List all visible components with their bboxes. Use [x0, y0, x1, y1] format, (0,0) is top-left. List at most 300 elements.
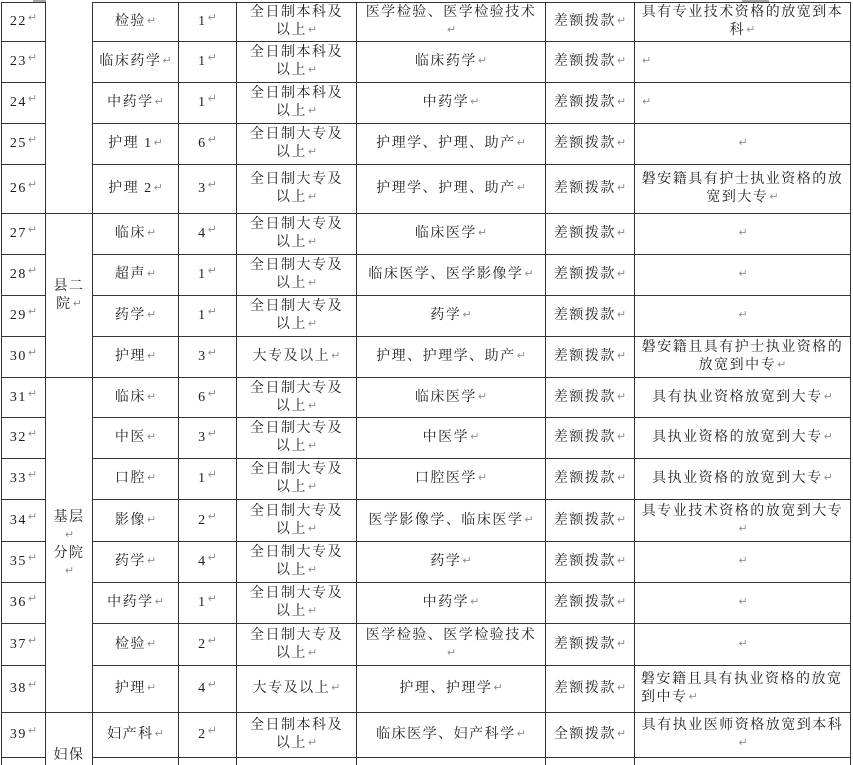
funding-text: 全额拨款 — [553, 727, 616, 742]
position-text: 妇产科 — [107, 727, 154, 742]
education-text: 全日制大专及以上 — [250, 299, 343, 332]
pilcrow-mark: ↵ — [146, 554, 157, 567]
pilcrow-mark: ↵ — [307, 63, 318, 76]
pilcrow-mark: ↵ — [27, 305, 38, 318]
row-number-cell[interactable] — [2, 337, 46, 378]
remark-cell[interactable] — [635, 583, 851, 624]
funding-cell[interactable] — [546, 624, 635, 666]
funding-cell[interactable] — [546, 296, 635, 337]
funding-cell[interactable] — [546, 124, 635, 165]
majors-cell[interactable] — [357, 42, 546, 83]
table-row — [2, 42, 851, 83]
row-number-text: 22 — [9, 14, 27, 29]
education-cell[interactable] — [237, 165, 357, 214]
majors-text: 护理、护理学、助产 — [376, 349, 516, 364]
position-text: 中医 — [114, 430, 146, 445]
education-cell[interactable] — [237, 3, 357, 42]
pilcrow-mark: ↵ — [477, 471, 488, 484]
pilcrow-mark: ↵ — [307, 145, 318, 158]
row-number-text: 39 — [9, 727, 27, 742]
remark-cell[interactable] — [635, 666, 851, 713]
pilcrow-mark: ↵ — [524, 267, 534, 280]
position-cell[interactable] — [93, 378, 179, 418]
pilcrow-mark: ↵ — [207, 51, 217, 64]
position-cell[interactable] — [93, 418, 179, 459]
funding-cell[interactable] — [546, 337, 635, 378]
count-cell[interactable] — [179, 42, 237, 83]
pilcrow-mark: ↵ — [616, 349, 627, 362]
remark-cell[interactable] — [635, 296, 851, 337]
count-cell[interactable] — [179, 214, 237, 255]
row-number-cell[interactable] — [2, 214, 46, 255]
position-cell[interactable] — [93, 124, 179, 165]
funding-cell[interactable] — [546, 378, 635, 418]
majors-cell[interactable] — [357, 624, 546, 666]
education-cell[interactable] — [237, 542, 357, 583]
remark-cell[interactable] — [635, 83, 851, 124]
pilcrow-mark: ↵ — [146, 430, 157, 443]
count-cell[interactable] — [179, 459, 237, 500]
majors-cell[interactable] — [357, 500, 546, 542]
row-number-cell[interactable] — [2, 3, 46, 42]
row-number-cell[interactable] — [2, 583, 46, 624]
count-text: 1 — [198, 267, 207, 282]
count-cell[interactable] — [179, 337, 237, 378]
remark-cell[interactable] — [635, 255, 851, 296]
majors-cell[interactable] — [357, 124, 546, 165]
funding-cell[interactable] — [546, 583, 635, 624]
remark-text: 具有执业医师资格放宽到本科 — [641, 718, 844, 733]
table-row — [2, 378, 851, 418]
education-text: 全日制大专及以上 — [250, 127, 343, 160]
position-text: 护理 1 — [108, 136, 153, 151]
pilcrow-mark: ↵ — [307, 23, 318, 36]
remark-text: 具专业技术资格的放宽到大专 — [641, 503, 844, 519]
funding-cell[interactable] — [546, 542, 635, 583]
funding-cell[interactable] — [546, 459, 635, 500]
pilcrow-mark: ↵ — [207, 724, 217, 737]
education-text: 全日制本科及以上 — [250, 86, 343, 119]
pilcrow-mark: ↵ — [207, 305, 217, 318]
pilcrow-mark: ↵ — [307, 276, 318, 289]
pilcrow-mark: ↵ — [616, 471, 627, 484]
education-cell[interactable] — [237, 418, 357, 459]
count-cell[interactable] — [179, 758, 237, 765]
row-number-cell[interactable] — [2, 124, 46, 165]
position-cell[interactable] — [93, 214, 179, 255]
row-number-text: 28 — [9, 267, 27, 282]
row-number-cell[interactable] — [2, 542, 46, 583]
pilcrow-mark: ↵ — [207, 509, 217, 523]
pilcrow-mark: ↵ — [146, 512, 157, 526]
education-cell[interactable] — [237, 214, 357, 255]
position-cell[interactable] — [93, 83, 179, 124]
position-cell[interactable] — [93, 3, 179, 42]
education-text: 全日制大专及以上 — [250, 172, 343, 205]
pilcrow-mark: ↵ — [616, 14, 627, 27]
remark-cell[interactable] — [635, 3, 851, 42]
remark-cell[interactable] — [635, 378, 851, 418]
table-row — [2, 165, 851, 214]
pilcrow-mark: ↵ — [738, 636, 748, 650]
table-row — [2, 255, 851, 296]
pilcrow-mark: ↵ — [307, 104, 318, 117]
pilcrow-mark: ↵ — [207, 551, 217, 564]
education-cell[interactable] — [237, 624, 357, 666]
pilcrow-mark: ↵ — [738, 226, 748, 239]
funding-cell[interactable] — [546, 83, 635, 124]
count-cell[interactable] — [179, 296, 237, 337]
majors-text: 中医学 — [422, 430, 470, 445]
pilcrow-mark: ↵ — [307, 235, 318, 248]
pilcrow-mark: ↵ — [688, 690, 698, 703]
pilcrow-mark: ↵ — [27, 51, 38, 64]
remark-cell[interactable] — [635, 500, 851, 542]
count-text: 3 — [198, 349, 207, 364]
pilcrow-mark: ↵ — [616, 95, 627, 108]
pilcrow-mark: ↵ — [153, 181, 163, 194]
pilcrow-mark: ↵ — [27, 509, 38, 523]
pilcrow-mark: ↵ — [64, 564, 75, 577]
count-cell[interactable] — [179, 3, 237, 42]
funding-cell[interactable] — [546, 418, 635, 459]
education-cell[interactable] — [237, 124, 357, 165]
pilcrow-mark: ↵ — [616, 595, 627, 608]
table-body — [2, 3, 851, 765]
majors-cell[interactable] — [357, 214, 546, 255]
hospital-name: 县二院 — [53, 278, 85, 312]
row-number-cell[interactable] — [2, 418, 46, 459]
pilcrow-mark: ↵ — [146, 308, 157, 321]
majors-cell[interactable] — [357, 459, 546, 500]
count-text: 1 — [198, 14, 207, 29]
count-text: 6 — [198, 136, 207, 151]
majors-text: 临床药学 — [414, 54, 477, 69]
education-cell[interactable] — [237, 583, 357, 624]
education-cell[interactable] — [237, 42, 357, 83]
row-number-cell[interactable] — [2, 83, 46, 124]
pilcrow-mark: ↵ — [27, 633, 38, 647]
position-text: 护理 — [114, 349, 146, 364]
funding-cell[interactable] — [546, 666, 635, 713]
remark-text: 具执业资格的放宽到大专 — [652, 430, 823, 445]
remark-cell[interactable] — [635, 542, 851, 583]
pilcrow-mark: ↵ — [642, 54, 652, 67]
hospital-name-line — [52, 747, 86, 765]
majors-text: 护理学、护理、助产 — [376, 136, 516, 151]
position-cell[interactable] — [93, 758, 179, 765]
pilcrow-mark: ↵ — [616, 226, 627, 239]
pilcrow-mark: ↵ — [823, 471, 833, 484]
position-cell[interactable] — [93, 165, 179, 214]
row-number-cell[interactable] — [2, 758, 46, 765]
row-number-text: 24 — [9, 95, 27, 110]
pilcrow-mark: ↵ — [146, 14, 157, 27]
pilcrow-mark: ↵ — [27, 551, 38, 564]
pilcrow-mark: ↵ — [470, 430, 480, 443]
remark-text: 磐安籍具有护士执业资格的放宽到大专 — [641, 172, 844, 205]
funding-cell[interactable] — [546, 500, 635, 542]
remark-cell[interactable] — [635, 418, 851, 459]
pilcrow-mark: ↵ — [616, 636, 627, 650]
pilcrow-mark: ↵ — [207, 92, 217, 105]
row-number-cell[interactable] — [2, 459, 46, 500]
hospital-name-line — [52, 509, 86, 545]
row-number-cell[interactable] — [2, 500, 46, 542]
count-cell[interactable] — [179, 124, 237, 165]
pilcrow-mark: ↵ — [616, 389, 627, 403]
pilcrow-mark: ↵ — [27, 386, 38, 400]
majors-cell[interactable] — [357, 296, 546, 337]
pilcrow-mark: ↵ — [146, 389, 157, 403]
majors-cell[interactable] — [357, 165, 546, 214]
funding-cell[interactable] — [546, 165, 635, 214]
position-cell[interactable] — [93, 666, 179, 713]
position-text: 护理 2 — [108, 181, 153, 196]
row-number-text: 25 — [9, 136, 27, 151]
funding-text: 差额拨款 — [553, 554, 616, 569]
pilcrow-mark: ↵ — [64, 528, 75, 541]
funding-text: 差额拨款 — [553, 136, 616, 151]
pilcrow-mark: ↵ — [207, 427, 217, 440]
count-text: 1 — [198, 595, 207, 610]
education-text: 全日制大专及以上 — [250, 217, 343, 250]
majors-cell[interactable] — [357, 337, 546, 378]
education-cell[interactable] — [237, 83, 357, 124]
position-cell[interactable] — [93, 500, 179, 542]
count-cell[interactable] — [179, 583, 237, 624]
education-cell[interactable] — [237, 500, 357, 542]
table-row — [2, 583, 851, 624]
majors-text: 医学影像学、临床医学 — [368, 512, 524, 528]
row-number-text: 26 — [9, 181, 27, 196]
majors-cell[interactable] — [357, 418, 546, 459]
remark-cell[interactable] — [635, 337, 851, 378]
funding-text: 差额拨款 — [553, 636, 616, 652]
pilcrow-mark: ↵ — [616, 430, 627, 443]
count-cell[interactable] — [179, 500, 237, 542]
pilcrow-mark: ↵ — [470, 95, 480, 108]
funding-text: 差额拨款 — [553, 595, 616, 610]
majors-cell[interactable] — [357, 713, 546, 758]
pilcrow-mark: ↵ — [307, 317, 318, 330]
position-cell[interactable] — [93, 255, 179, 296]
pilcrow-mark: ↵ — [769, 190, 779, 203]
row-number-cell[interactable] — [2, 296, 46, 337]
majors-cell[interactable] — [357, 583, 546, 624]
pilcrow-mark: ↵ — [154, 95, 164, 108]
position-cell[interactable] — [93, 42, 179, 83]
row-number-text: 37 — [9, 636, 27, 652]
remark-cell[interactable] — [635, 214, 851, 255]
pilcrow-mark: ↵ — [72, 296, 82, 310]
remark-cell[interactable] — [635, 624, 851, 666]
remark-cell[interactable] — [635, 459, 851, 500]
pilcrow-mark: ↵ — [616, 554, 627, 567]
count-cell[interactable] — [179, 418, 237, 459]
table-row — [2, 3, 851, 42]
pilcrow-mark: ↵ — [823, 430, 833, 443]
education-cell[interactable] — [237, 296, 357, 337]
education-text: 全日制大专及以上 — [250, 421, 343, 454]
count-cell[interactable] — [179, 165, 237, 214]
majors-cell[interactable] — [357, 542, 546, 583]
pilcrow-mark: ↵ — [207, 223, 217, 236]
pilcrow-mark: ↵ — [307, 521, 318, 535]
education-text: 全日制本科及以上 — [250, 718, 343, 751]
majors-text: 药学 — [430, 554, 462, 569]
funding-cell[interactable] — [546, 42, 635, 83]
hospital-cell[interactable] — [46, 3, 93, 214]
funding-text: 差额拨款 — [553, 512, 616, 528]
pilcrow-mark: ↵ — [477, 389, 488, 403]
education-cell[interactable] — [237, 378, 357, 418]
remark-cell[interactable] — [635, 42, 851, 83]
row-number-text: 27 — [9, 226, 27, 241]
majors-cell[interactable] — [357, 83, 546, 124]
pilcrow-mark: ↵ — [307, 480, 318, 493]
remark-cell[interactable] — [635, 124, 851, 165]
education-cell[interactable] — [237, 758, 357, 765]
table-row — [2, 418, 851, 459]
pilcrow-mark: ↵ — [616, 181, 627, 194]
pilcrow-mark: ↵ — [27, 678, 38, 691]
pilcrow-mark: ↵ — [146, 267, 157, 280]
remark-text: 具有专业技术资格的放宽到本科 — [641, 5, 844, 38]
hospital-name: 分院 — [53, 546, 85, 561]
pilcrow-mark: ↵ — [27, 468, 38, 481]
hospital-cell[interactable] — [46, 214, 93, 378]
funding-cell[interactable] — [546, 214, 635, 255]
count-cell[interactable] — [179, 83, 237, 124]
row-number-cell[interactable] — [2, 713, 46, 758]
education-text: 全日制大专及以上 — [250, 503, 343, 537]
pilcrow-mark: ↵ — [27, 92, 38, 105]
education-text: 全日制本科及以上 — [250, 5, 343, 38]
pilcrow-mark: ↵ — [27, 427, 38, 440]
row-number-cell[interactable] — [2, 255, 46, 296]
count-cell[interactable] — [179, 542, 237, 583]
row-number-cell[interactable] — [2, 378, 46, 418]
remark-text: 具执业资格的放宽到大专 — [652, 471, 823, 486]
position-cell[interactable] — [93, 337, 179, 378]
table-row — [2, 459, 851, 500]
pilcrow-mark: ↵ — [207, 386, 217, 400]
majors-text: 口腔医学 — [414, 471, 477, 486]
pilcrow-mark: ↵ — [162, 54, 172, 67]
majors-cell[interactable] — [357, 255, 546, 296]
row-number-text: 31 — [9, 389, 27, 405]
count-cell[interactable] — [179, 666, 237, 713]
position-cell[interactable] — [93, 542, 179, 583]
pilcrow-mark: ↵ — [207, 678, 217, 691]
majors-text: 临床医学 — [414, 389, 477, 405]
pilcrow-mark: ↵ — [207, 592, 217, 605]
row-number-text: 32 — [9, 430, 27, 445]
count-cell[interactable] — [179, 713, 237, 758]
count-cell[interactable] — [179, 378, 237, 418]
position-cell[interactable] — [93, 713, 179, 758]
row-number-cell[interactable] — [2, 42, 46, 83]
education-cell[interactable] — [237, 337, 357, 378]
remark-cell[interactable] — [635, 713, 851, 758]
pilcrow-mark: ↵ — [307, 645, 318, 659]
majors-cell[interactable] — [357, 666, 546, 713]
majors-text: 临床医学 — [414, 226, 477, 241]
majors-cell[interactable] — [357, 758, 546, 765]
education-cell[interactable] — [237, 255, 357, 296]
funding-text: 差额拨款 — [553, 181, 616, 196]
pilcrow-mark: ↵ — [331, 349, 341, 362]
row-number-cell[interactable] — [2, 666, 46, 713]
pilcrow-mark: ↵ — [642, 95, 652, 108]
pilcrow-mark: ↵ — [777, 358, 787, 371]
education-cell[interactable] — [237, 459, 357, 500]
hospital-cell[interactable] — [46, 378, 93, 713]
remark-cell[interactable] — [635, 165, 851, 214]
funding-cell[interactable] — [546, 3, 635, 42]
table-row — [2, 542, 851, 583]
funding-cell[interactable] — [546, 758, 635, 765]
remark-cell[interactable] — [635, 758, 851, 765]
funding-cell[interactable] — [546, 713, 635, 758]
pilcrow-mark: ↵ — [207, 346, 217, 359]
pilcrow-mark: ↵ — [154, 595, 164, 608]
pilcrow-mark: ↵ — [153, 136, 163, 149]
count-text: 1 — [198, 471, 207, 486]
remark-text: 磐安籍且具有执业资格的放宽到中专 — [641, 672, 843, 705]
pilcrow-mark: ↵ — [738, 136, 748, 149]
majors-cell[interactable] — [357, 378, 546, 418]
position-cell[interactable] — [93, 296, 179, 337]
pilcrow-mark: ↵ — [616, 136, 627, 149]
funding-text: 差额拨款 — [553, 681, 616, 696]
pilcrow-mark: ↵ — [738, 554, 748, 567]
education-text: 全日制大专及以上 — [250, 258, 343, 291]
row-number-cell[interactable] — [2, 165, 46, 214]
table-row — [2, 124, 851, 165]
funding-cell[interactable] — [546, 255, 635, 296]
count-cell[interactable] — [179, 624, 237, 666]
pilcrow-mark: ↵ — [207, 633, 217, 647]
pilcrow-mark: ↵ — [331, 681, 341, 694]
position-text: 临床药学 — [99, 54, 162, 69]
position-text: 护理 — [114, 681, 146, 696]
row-number-text: 33 — [9, 471, 27, 486]
majors-text: 医学检验、医学检验技术 — [365, 5, 537, 20]
position-text: 检验 — [114, 636, 146, 652]
position-cell[interactable] — [93, 583, 179, 624]
majors-cell[interactable] — [357, 3, 546, 42]
education-cell[interactable] — [237, 666, 357, 713]
position-cell[interactable] — [93, 459, 179, 500]
count-text: 2 — [198, 512, 207, 528]
row-number-cell[interactable] — [2, 624, 46, 666]
pilcrow-mark: ↵ — [307, 736, 318, 749]
education-text: 全日制大专及以上 — [250, 380, 343, 414]
pilcrow-mark: ↵ — [738, 521, 748, 535]
hospital-cell[interactable] — [46, 713, 93, 765]
row-number-text: 30 — [9, 349, 27, 364]
education-cell[interactable] — [237, 713, 357, 758]
pilcrow-mark: ↵ — [27, 264, 38, 277]
row-number-text: 23 — [9, 54, 27, 69]
pilcrow-mark: ↵ — [738, 308, 748, 321]
pilcrow-mark: ↵ — [27, 724, 38, 737]
education-text: 大专及以上 — [252, 681, 331, 696]
count-cell[interactable] — [179, 255, 237, 296]
position-cell[interactable] — [93, 624, 179, 666]
